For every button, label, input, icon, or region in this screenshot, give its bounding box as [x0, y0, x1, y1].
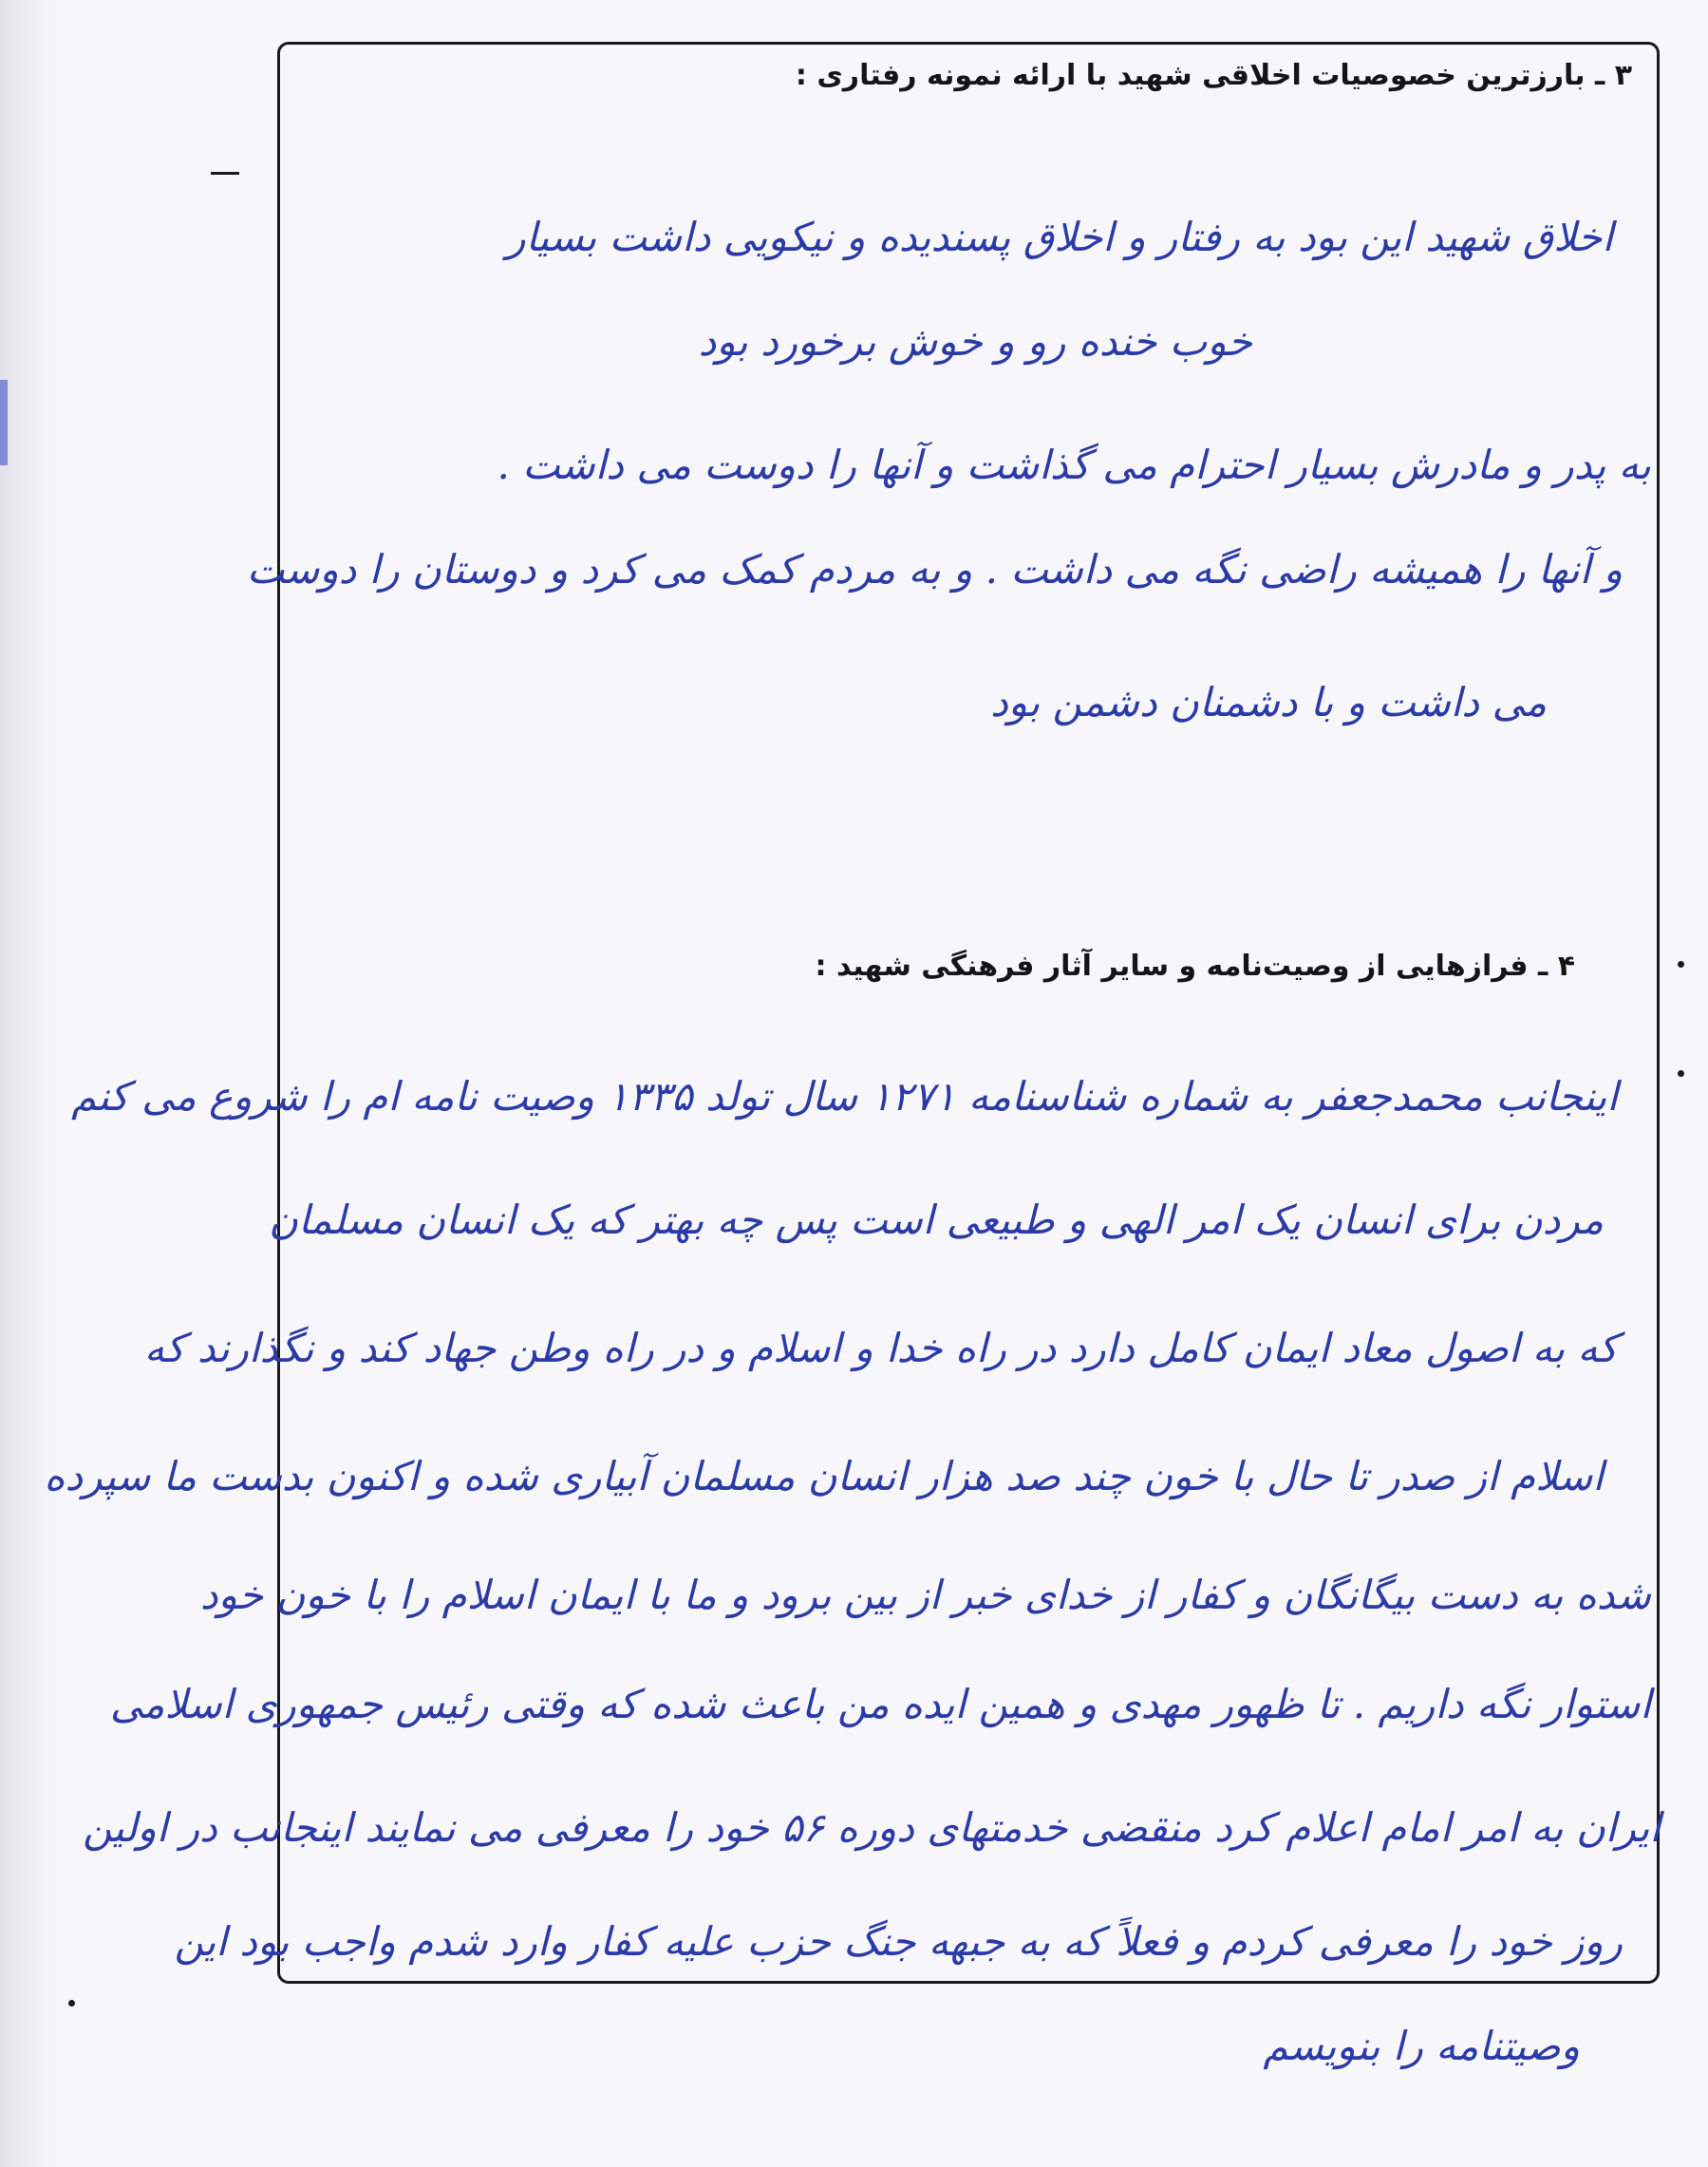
- section-3-heading: ۳ ـ بارزترین خصوصیات اخلاقی شهید با ارائه نمونه رفتاری :: [795, 59, 1632, 92]
- section-4-heading: ۴ ـ فرازهایی از وصیت‌نامه و سایر آثار فرهنگی شهید :: [815, 950, 1575, 983]
- section-4-line-5: شده به دست بیگانگان و کفار از خدای خبر از بین برود و ما با ایمان اسلام را با خون خود: [199, 1572, 1651, 1618]
- section-3-line-5: می داشت و با دشمنان دشمن بود: [990, 679, 1547, 725]
- section-4-line-2: مردن برای انسان یک امر الهی و طبیعی است پس چه بهتر که یک انسان مسلمان: [269, 1197, 1604, 1243]
- section-4-line-3: که به اصول معاد ایمان کامل دارد در راه خدا و اسلام و در راه وطن جهاد کند و نگذارند که: [144, 1325, 1618, 1371]
- margin-dot: [68, 2000, 75, 2007]
- margin-dash: [211, 172, 239, 175]
- section-4-line-9: وصیتنامه را بنویسم: [1263, 2023, 1580, 2069]
- section-4-line-4: اسلام از صدر تا حال با خون چند صد هزار انسان مسلمان آبیاری شده و اکنون بدست ما سپرده: [44, 1453, 1604, 1499]
- section-3-line-4: و آنها را همیشه راضی نگه می داشت . و به مردم کمک می کرد و دوستان را دوست: [246, 546, 1623, 593]
- section-4-line-7: ایران به امر امام اعلام کرد منقضی خدمتهای دوره ۵۶ خود را معرفی می نمایند اینجانب در اولین: [83, 1804, 1661, 1851]
- section-3-line-2: خوب خنده رو و خوش برخورد بود: [698, 318, 1252, 365]
- ink-mark: [0, 380, 8, 465]
- margin-dot: [1678, 1070, 1684, 1077]
- page-edge: [0, 0, 57, 2167]
- margin-dot: [1678, 961, 1684, 968]
- section-3-line-3: به پدر و مادرش بسیار احترام می گذاشت و آنها را دوست می داشت .: [497, 442, 1651, 488]
- section-4-line-6: استوار نگه داریم . تا ظهور مهدی و همین ایده من باعث شده که وقتی رئیس جمهوری اسلامی: [109, 1681, 1651, 1727]
- section-4-line-8: روز خود را معرفی کردم و فعلاً که به جبهه جنگ حزب علیه کفار وارد شدم واجب بود این: [174, 1918, 1623, 1965]
- section-3-line-1: اخلاق شهید این بود به رفتار و اخلاق پسندیده و نیکویی داشت بسیار: [506, 214, 1613, 260]
- section-4-line-1: اینجانب محمدجعفر به شماره شناسنامه ۱۲۷۱ سال تولد ۱۳۳۵ وصیت نامه ام را شروع می کنم: [71, 1073, 1618, 1120]
